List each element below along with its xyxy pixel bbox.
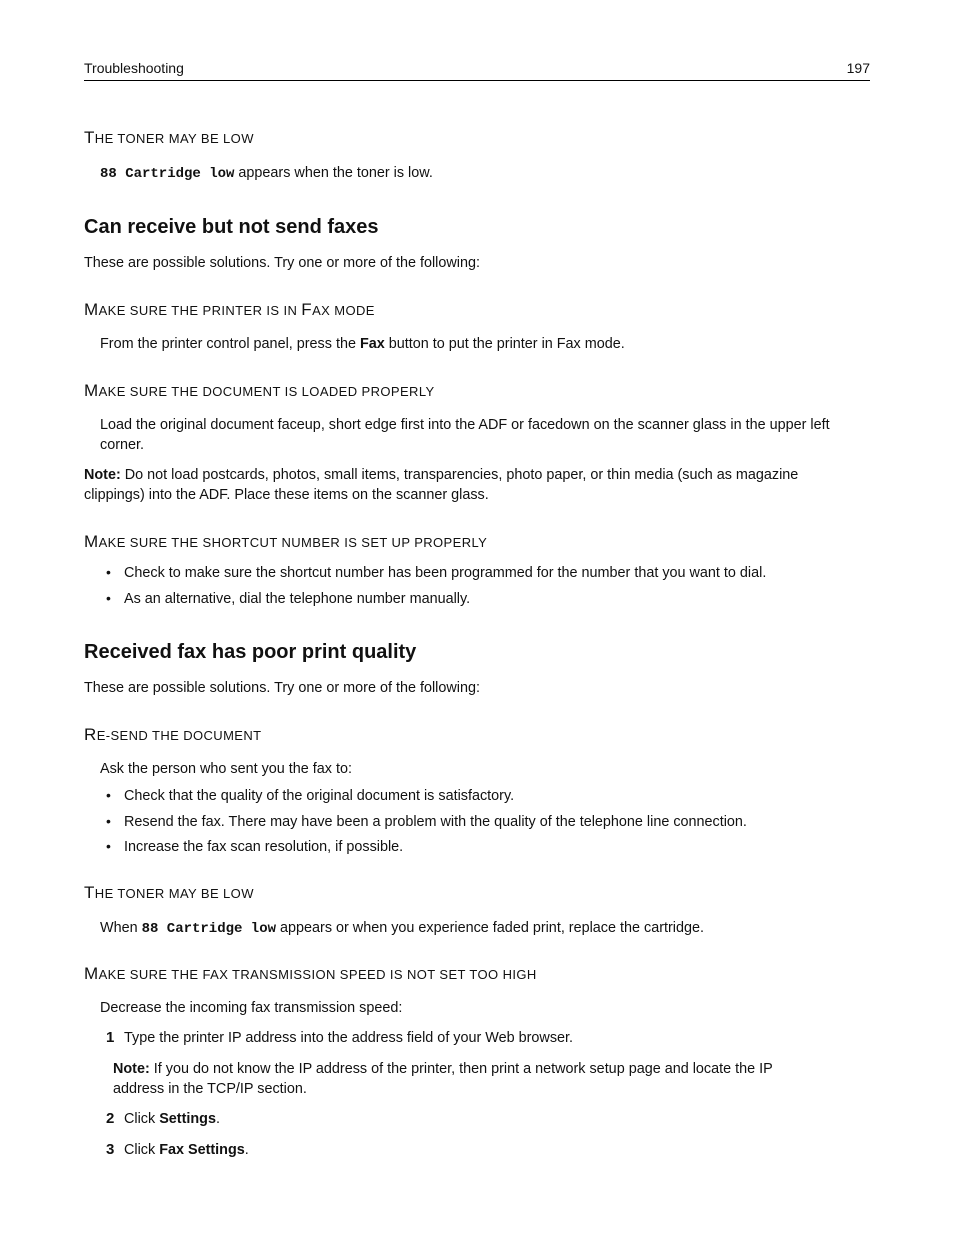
paragraph-solutions: These are possible solutions. Try one or more of the following:	[84, 680, 480, 696]
paragraph-resend-intro: Ask the person who sent you the fax to:	[100, 761, 352, 777]
paragraph-speed-intro: Decrease the incoming fax transmission speed:	[100, 1000, 403, 1016]
step-item: 1 Type the printer IP address into the address field of your Web browser.	[106, 1029, 574, 1046]
running-header-section: Troubleshooting	[84, 60, 184, 76]
note-load-line2: clippings) into the ADF. Place these items on the scanner glass.	[84, 487, 489, 503]
note-ip-line1: Note: If you do not know the IP address of the printer, then print a network setup page and locate the IP	[113, 1061, 773, 1077]
heading-poor-quality: Received fax has poor print quality	[84, 641, 417, 663]
subheading-document-loaded: MAKE SURE THE DOCUMENT IS LOADED PROPERLY	[84, 381, 435, 400]
note-load-line1: Note: Do not load postcards, photos, small items, transparencies, photo paper, or thin media (such as magazine	[84, 467, 799, 483]
heading-cannot-send: Can receive but not send faxes	[84, 216, 379, 238]
list-item: • As an alternative, dial the telephone number manually.	[106, 590, 471, 607]
paragraph-solutions: These are possible solutions. Try one or more of the following:	[84, 255, 480, 271]
paragraph-load-line1: Load the original document faceup, short edge first into the ADF or facedown on the scanner glass in the upper left	[100, 417, 830, 433]
subheading-toner-low-2: THE TONER MAY BE LOW	[84, 883, 254, 902]
list-item: • Check that the quality of the original document is satisfactory.	[106, 787, 515, 804]
subheading-resend: RE-SEND THE DOCUMENT	[84, 725, 262, 744]
subheading-fax-mode: MAKE SURE THE PRINTER IS IN FAX MODE	[84, 300, 375, 319]
subheading-shortcut-number: MAKE SURE THE SHORTCUT NUMBER IS SET UP PROPERLY	[84, 532, 488, 551]
list-item: • Resend the fax. There may have been a problem with the quality of the telephone line connection.	[106, 813, 747, 830]
step-item: 3 Click Fax Settings.	[106, 1141, 249, 1158]
header-rule	[84, 80, 870, 81]
step-item: 2 Click Settings.	[106, 1110, 220, 1127]
subheading-transmission-speed: MAKE SURE THE FAX TRANSMISSION SPEED IS NOT SET TOO HIGH	[84, 964, 537, 983]
subheading-toner-low: THE TONER MAY BE LOW	[84, 128, 254, 147]
code-message: 88 Cartridge low	[141, 921, 277, 937]
code-message: 88 Cartridge low	[100, 166, 235, 182]
list-item: • Check to make sure the shortcut number has been programmed for the number that you want to dial.	[106, 564, 767, 581]
page-number: 197	[846, 60, 870, 76]
paragraph-toner-low: 88 Cartridge low appears when the toner is low.	[100, 165, 433, 182]
note-ip-line2: address in the TCP/IP section.	[113, 1081, 307, 1097]
paragraph-fax-mode: From the printer control panel, press the Fax button to put the printer in Fax mode.	[100, 336, 625, 352]
paragraph-load-line2: corner.	[100, 437, 144, 453]
paragraph-toner-low-2: When 88 Cartridge low appears or when you experience faded print, replace the cartridge.	[100, 920, 704, 937]
list-item: • Increase the fax scan resolution, if possible.	[106, 838, 404, 855]
